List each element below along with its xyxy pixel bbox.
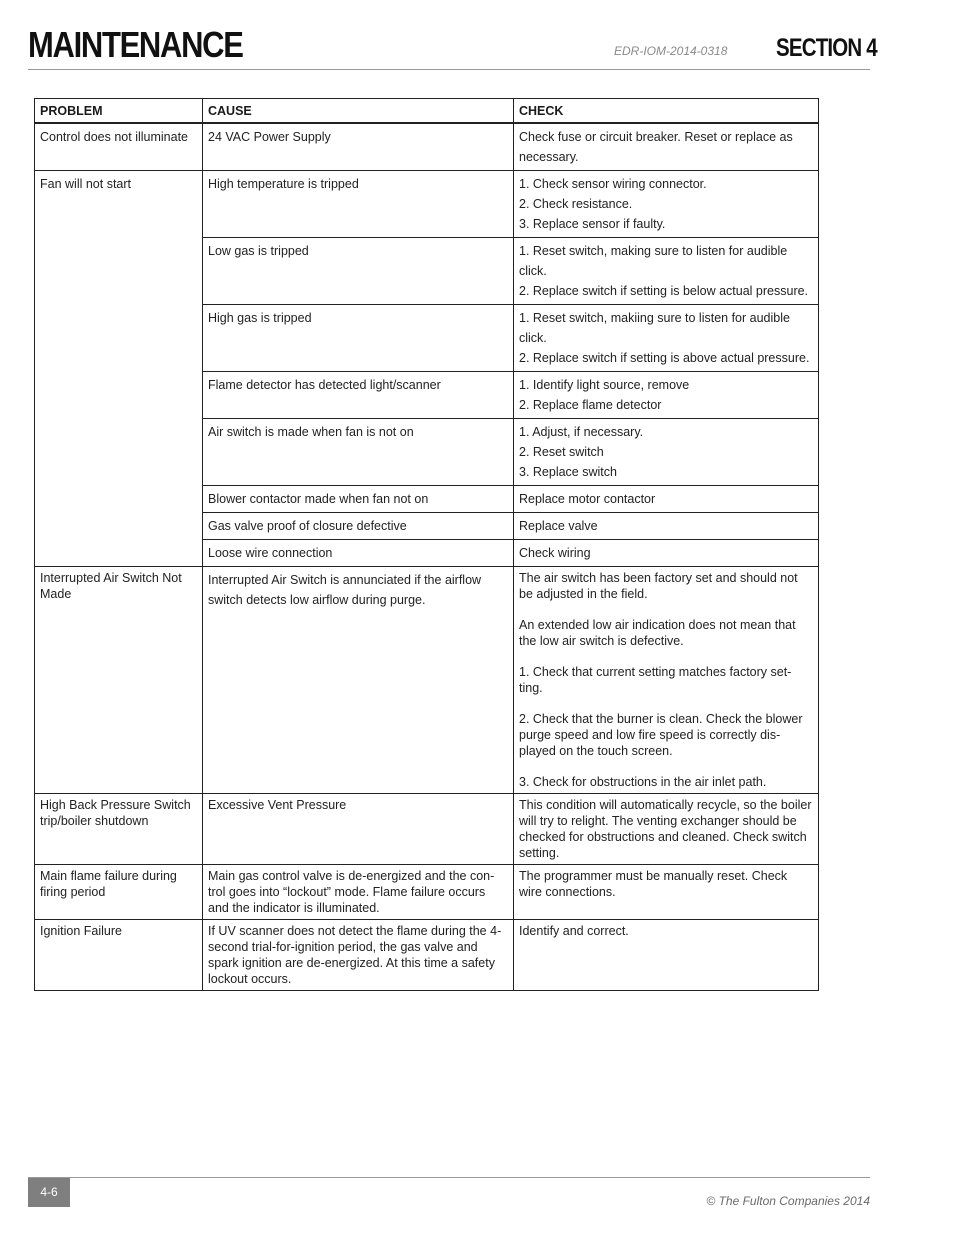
document-number: EDR-IOM-2014-0318 bbox=[614, 44, 728, 58]
problem-text: Ignition Failure bbox=[40, 924, 122, 938]
cause-cell bbox=[203, 171, 514, 238]
cause-text: Gas valve proof of closure defective bbox=[208, 519, 407, 533]
check-cell bbox=[514, 486, 819, 513]
problem-cell bbox=[35, 865, 203, 920]
check-cell bbox=[514, 372, 819, 419]
problem-text: Fan will not start bbox=[40, 177, 132, 191]
page-number-badge: 4-6 bbox=[28, 1178, 70, 1207]
check-line: 1. Check sensor wiring connector. bbox=[519, 177, 707, 191]
check-cell bbox=[514, 567, 819, 794]
check-line: Replace valve bbox=[519, 519, 598, 533]
cause-cell bbox=[203, 794, 514, 865]
cause-cell bbox=[203, 540, 514, 567]
problem-cell bbox=[35, 123, 203, 171]
check-line: 3. Replace switch bbox=[519, 465, 617, 479]
cause-cell bbox=[203, 419, 514, 486]
cause-text: High gas is tripped bbox=[208, 311, 312, 325]
check-line: Check fuse or circuit breaker. Reset or replace as bbox=[519, 130, 793, 144]
cause-cell bbox=[203, 372, 514, 419]
check-cell bbox=[514, 920, 819, 991]
check-line: 1. Reset switch, makiing sure to listen for audible bbox=[519, 311, 790, 325]
check-line: 1. Identify light source, remove bbox=[519, 378, 690, 392]
problem-text: High Back Pressure Switch trip/boiler shutdown bbox=[40, 798, 191, 828]
table-row bbox=[35, 865, 819, 920]
cause-text: Blower contactor made when fan not on bbox=[208, 492, 429, 506]
table-row bbox=[35, 171, 819, 238]
check-line: 2. Replace flame detector bbox=[519, 398, 662, 412]
cause-cell bbox=[203, 486, 514, 513]
check-cell bbox=[514, 513, 819, 540]
cause-text: Flame detector has detected light/scanner bbox=[208, 378, 441, 392]
cause-text: Air switch is made when fan is not on bbox=[208, 425, 414, 439]
troubleshooting-table bbox=[34, 98, 819, 991]
cause-text: Excessive Vent Pressure bbox=[208, 798, 347, 812]
check-line: 1. Reset switch, making sure to listen for audible bbox=[519, 244, 788, 258]
cause-line: Interrupted Air Switch is annunciated if the airflow bbox=[208, 573, 482, 587]
check-line: 3. Replace sensor if faulty. bbox=[519, 217, 666, 231]
cause-cell bbox=[203, 865, 514, 920]
check-cell bbox=[514, 171, 819, 238]
check-line: necessary. bbox=[519, 150, 579, 164]
check-cell bbox=[514, 238, 819, 305]
problem-text: Control does not illuminate bbox=[40, 130, 188, 144]
check-line: click. bbox=[519, 264, 547, 278]
check-paragraph: 3. Check for obstructions in the air inlet path. bbox=[519, 775, 767, 789]
column-header-check: CHECK bbox=[514, 99, 819, 124]
column-header-problem: PROBLEM bbox=[35, 99, 203, 124]
check-text: This condition will automatically recycle, so the boiler will try to relight. The venting exchanger should be checked for obstructions and cleaned. Check switch setting. bbox=[519, 798, 812, 860]
check-text: The programmer must be manually reset. Check wire connections. bbox=[519, 869, 788, 899]
problem-cell bbox=[35, 567, 203, 794]
check-line: 2. Replace switch if setting is below actual pressure. bbox=[519, 284, 809, 298]
check-paragraph: 1. Check that current setting matches factory set-ting. bbox=[519, 665, 792, 695]
problem-cell bbox=[35, 171, 203, 567]
check-cell bbox=[514, 794, 819, 865]
check-line: click. bbox=[519, 331, 547, 345]
problem-text: Interrupted Air Switch Not Made bbox=[40, 571, 182, 601]
cause-text: High temperature is tripped bbox=[208, 177, 359, 191]
cause-cell bbox=[203, 567, 514, 794]
table-row bbox=[35, 567, 819, 794]
check-text: Identify and correct. bbox=[519, 924, 629, 938]
check-line: 2. Replace switch if setting is above actual pressure. bbox=[519, 351, 810, 365]
cause-cell bbox=[203, 123, 514, 171]
check-cell bbox=[514, 540, 819, 567]
problem-cell bbox=[35, 920, 203, 991]
cause-text: Loose wire connection bbox=[208, 546, 333, 560]
copyright-text: © The Fulton Companies 2014 bbox=[706, 1194, 870, 1208]
footer-divider bbox=[28, 1177, 870, 1178]
problem-cell bbox=[35, 794, 203, 865]
check-cell bbox=[514, 419, 819, 486]
check-line: Check wiring bbox=[519, 546, 591, 560]
column-header-cause: CAUSE bbox=[203, 99, 514, 124]
cause-cell bbox=[203, 920, 514, 991]
table-header-row bbox=[35, 99, 819, 124]
cause-line: switch detects low airflow during purge. bbox=[208, 593, 426, 607]
cause-text: Main gas control valve is de-energized and the con-trol goes into “lockout” mode. Flame failure occurs and the indicator is illuminated. bbox=[208, 869, 495, 915]
table-row bbox=[35, 920, 819, 991]
check-paragraph: 2. Check that the burner is clean. Check the blower purge speed and low fire speed is correctly dis-played on the touch screen. bbox=[519, 712, 803, 758]
check-line: Replace motor contactor bbox=[519, 492, 656, 506]
check-paragraph: The air switch has been factory set and should not be adjusted in the field. bbox=[519, 571, 798, 601]
problem-text: Main flame failure during firing period bbox=[40, 869, 177, 899]
check-paragraph: An extended low air indication does not mean that the low air switch is defective. bbox=[519, 618, 796, 648]
cause-text: If UV scanner does not detect the flame during the 4-second trial-for-ignition period, the gas valve and spark ignition are de-energized. At this time a safety lockout occurs. bbox=[208, 924, 502, 986]
page-title: MAINTENANCE bbox=[28, 24, 243, 65]
table-row bbox=[35, 123, 819, 171]
check-line: 2. Reset switch bbox=[519, 445, 604, 459]
check-cell bbox=[514, 123, 819, 171]
cause-cell bbox=[203, 238, 514, 305]
section-label: SECTION 4 bbox=[776, 34, 877, 62]
cause-text: 24 VAC Power Supply bbox=[208, 130, 331, 144]
check-cell bbox=[514, 865, 819, 920]
header-divider bbox=[28, 69, 870, 70]
cause-cell bbox=[203, 305, 514, 372]
cause-cell bbox=[203, 513, 514, 540]
check-cell bbox=[514, 305, 819, 372]
cause-text: Low gas is tripped bbox=[208, 244, 309, 258]
table-row bbox=[35, 794, 819, 865]
check-line: 2. Check resistance. bbox=[519, 197, 633, 211]
check-line: 1. Adjust, if necessary. bbox=[519, 425, 644, 439]
